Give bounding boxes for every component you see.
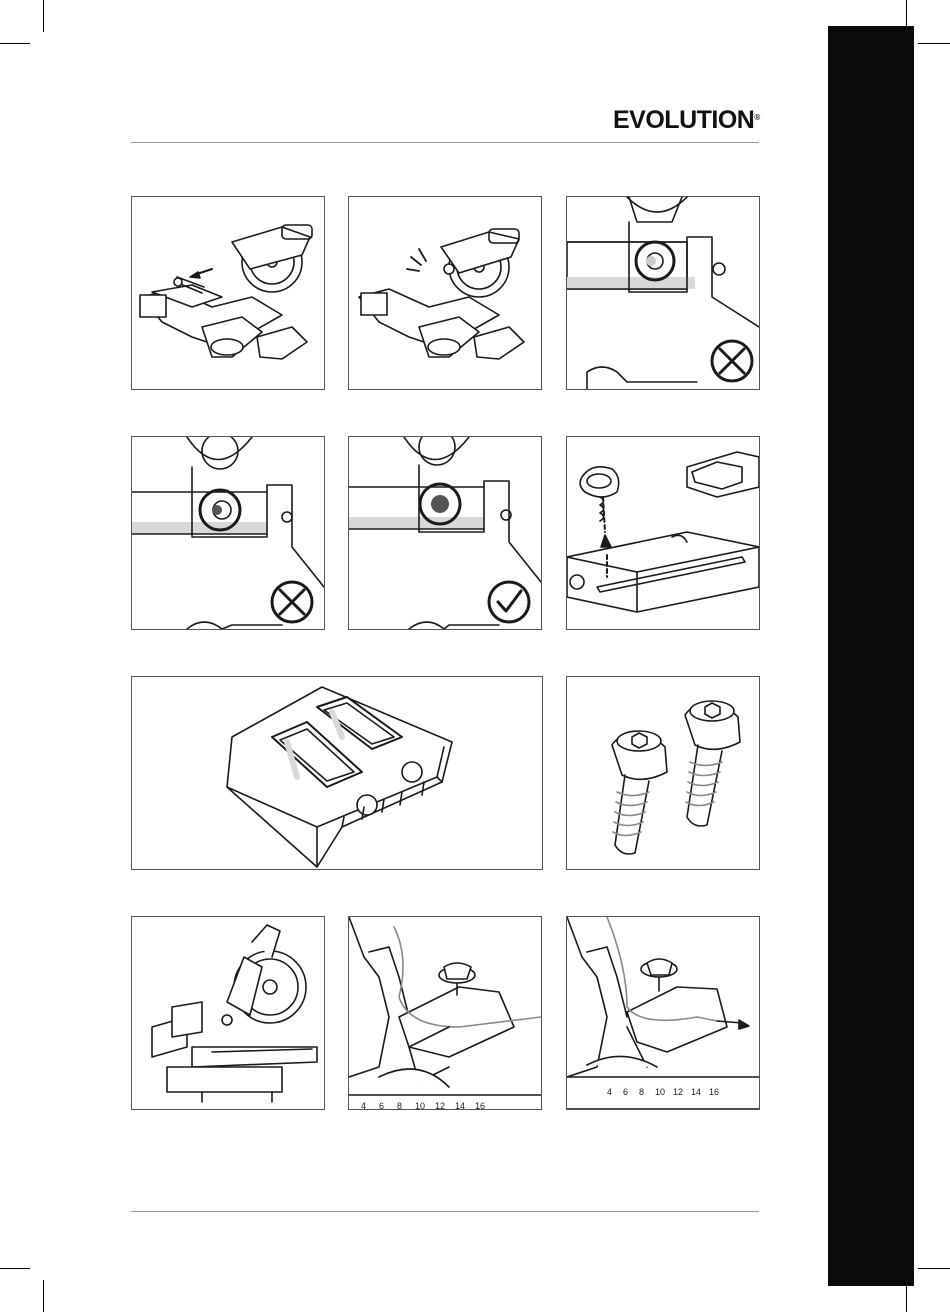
figure-laser-misaligned	[566, 196, 760, 390]
figure-miter-scale-screw	[566, 916, 760, 1110]
scale-label: 6	[379, 1101, 385, 1109]
scale-label: 16	[709, 1087, 720, 1097]
figure-cap-screws	[566, 676, 760, 870]
crop-mark	[0, 43, 30, 44]
scale-label: 8	[397, 1101, 403, 1109]
figure-saw-side-view	[131, 916, 325, 1110]
scale-label: 16	[475, 1101, 486, 1109]
crop-mark	[918, 43, 950, 44]
registered-mark: ®	[754, 113, 760, 122]
side-tab	[828, 26, 914, 1286]
figure-saw-released	[348, 196, 542, 390]
figure-miter-scale-cord	[348, 916, 542, 1110]
scale-label: 8	[639, 1087, 645, 1097]
scale-label: 14	[455, 1101, 466, 1109]
scale-label: 14	[691, 1087, 702, 1097]
scale-label: 10	[655, 1087, 666, 1097]
figure-laser-partial	[131, 436, 325, 630]
figure-guard-cover	[131, 676, 543, 870]
figure-saw-lock-pin	[131, 196, 325, 390]
figure-laser-aligned	[348, 436, 542, 630]
scale-label: 4	[607, 1087, 613, 1097]
crop-mark	[918, 1268, 950, 1269]
scale-label: 4	[361, 1101, 367, 1109]
figure-knob-install	[566, 436, 760, 630]
scale-label: 12	[435, 1101, 446, 1109]
footer-rule	[131, 1211, 759, 1212]
crop-mark	[0, 1268, 30, 1269]
scale-label: 12	[673, 1087, 684, 1097]
scale-label: 6	[623, 1087, 629, 1097]
scale-label: 10	[415, 1101, 426, 1109]
logo-wordmark: EVOLUTION	[613, 106, 755, 134]
crop-mark	[43, 1280, 44, 1312]
crop-mark	[43, 0, 44, 32]
header-rule	[131, 142, 759, 143]
brand-logo	[613, 104, 763, 136]
